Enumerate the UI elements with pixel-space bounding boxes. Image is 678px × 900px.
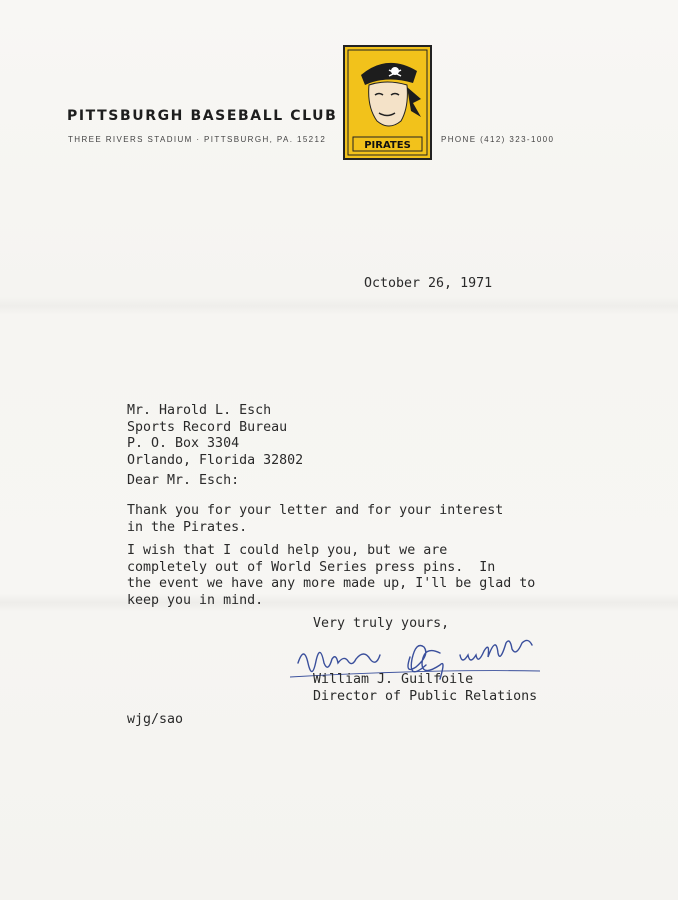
org-phone: PHONE (412) 323-1000 — [441, 135, 555, 144]
salutation: Dear Mr. Esch: — [127, 473, 240, 488]
letter-date: October 26, 1971 — [364, 276, 493, 291]
paragraph-line: the event we have any more made up, I'll be glad to — [127, 576, 536, 591]
org-name: PITTSBURGH BASEBALL CLUB — [67, 108, 338, 124]
recipient-line: Orlando, Florida 32802 — [127, 452, 304, 468]
logo-label: PIRATES — [364, 140, 411, 151]
signer-title: Director of Public Relations — [313, 688, 538, 704]
paragraph-line: completely out of World Series press pins. In — [127, 559, 496, 575]
paragraph-1 — [127, 503, 503, 536]
signer-block — [313, 672, 537, 705]
org-address: THREE RIVERS STADIUM · PITTSBURGH, PA. 15212 — [68, 135, 327, 144]
paragraph-line: I wish that I could help you, but we are — [127, 543, 448, 558]
paragraph-2 — [127, 543, 535, 609]
recipient-address — [127, 403, 303, 469]
closing: Very truly yours, — [313, 616, 450, 631]
paragraph-line: keep you in mind. — [127, 592, 264, 608]
recipient-line: P. O. Box 3304 — [127, 436, 240, 451]
signer-name: William J. Guilfoile — [313, 672, 474, 687]
recipient-line: Sports Record Bureau — [127, 419, 288, 435]
pirates-logo — [343, 45, 432, 160]
paragraph-line: in the Pirates. — [127, 519, 248, 535]
reference-initials: wjg/sao — [127, 712, 184, 727]
recipient-line: Mr. Harold L. Esch — [127, 403, 272, 418]
paragraph-line: Thank you for your letter and for your interest — [127, 503, 504, 518]
